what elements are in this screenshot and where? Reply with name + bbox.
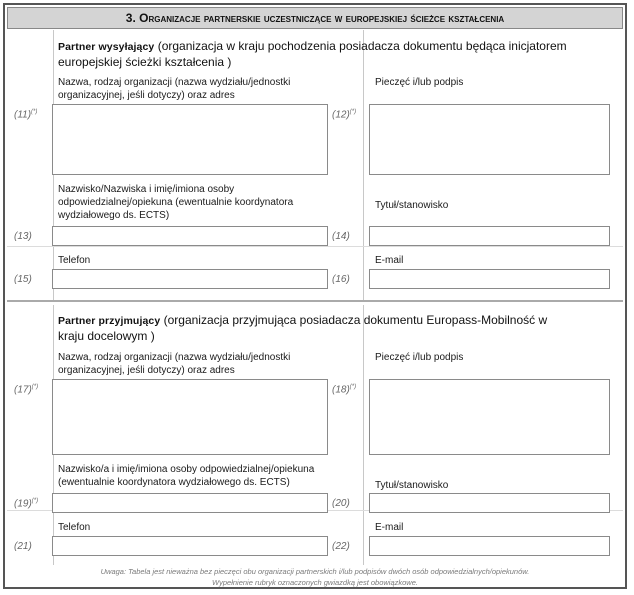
column-divider [363, 305, 364, 565]
required-marker: (*) [31, 384, 39, 390]
required-marker: (*) [31, 109, 38, 115]
host-email-field[interactable] [369, 536, 610, 556]
footnote-line-2: Wypełnienie rubryk oznaczonych gwiazdką jest obowiązkowe. [212, 578, 418, 587]
sending-name-field[interactable] [52, 226, 328, 246]
sending-email-field[interactable] [369, 269, 610, 289]
sending-name-label: Nazwisko/Nazwiska i imię/imiona osoby odpowiedzialnej/opiekuna (ewentualnie koordynatora wydziałowego ds. ECTS) [58, 184, 294, 221]
required-marker: (*) [349, 384, 357, 390]
host-position-field[interactable] [369, 493, 610, 513]
host-partner-heading-bold: Partner przyjmujący [58, 315, 161, 327]
host-partner-heading-text: (organizacja przyjmująca posiadacza dokumentu Europass-Mobilność w kraju docelowym ) [58, 313, 548, 343]
host-partner-heading [58, 313, 558, 344]
sending-email-label: E-mail [375, 255, 404, 266]
sending-stamp-field[interactable] [369, 104, 610, 175]
field-number: (20) [332, 498, 350, 509]
host-position-label: Tytuł/stanowisko [375, 480, 449, 491]
sending-partner-heading-bold: Partner wysyłający [58, 41, 155, 53]
field-number: (16) [332, 274, 350, 285]
footnote [7, 566, 623, 588]
field-number: (18)(*) [332, 384, 357, 396]
column-divider [363, 30, 364, 300]
section-number: 3. [125, 11, 136, 25]
field-number: (22) [332, 541, 350, 552]
sending-position-label: Tytuł/stanowisko [375, 200, 449, 211]
field-number: (17)(*) [14, 384, 39, 396]
field-number: (21) [14, 541, 32, 552]
host-name-field[interactable] [52, 493, 328, 513]
field-number: (19)(*) [14, 498, 39, 510]
sending-position-field[interactable] [369, 226, 610, 246]
sending-phone-label: Telefon [58, 255, 91, 266]
field-number: (12)(*) [332, 109, 357, 121]
required-marker: (*) [349, 109, 357, 115]
section-title: Organizacje partnerskie uczestniczące w europejskiej ścieżce kształcenia [139, 11, 505, 25]
field-number: (14) [332, 231, 350, 242]
sending-partner-heading [58, 39, 578, 70]
host-stamp-field[interactable] [369, 379, 610, 455]
required-marker: (*) [31, 498, 39, 504]
sending-org-label: Nazwa, rodzaj organizacji (nazwa wydziału/jednostki organizacyjnej, jeśli dotyczy) oraz adres [58, 77, 291, 101]
host-phone-field[interactable] [52, 536, 328, 556]
host-name-label: Nazwisko/a i imię/imiona osoby odpowiedzialnej/opiekuna (ewentualnie koordynatora wydziałowego ds. ECTS) [58, 464, 315, 488]
sending-org-field[interactable] [52, 104, 328, 175]
host-org-label: Nazwa, rodzaj organizacji (nazwa wydziału/jednostki organizacyjnej, jeśli dotyczy) oraz adres [58, 352, 291, 376]
sending-partner-heading-text: (organizacja w kraju pochodzenia posiadacza dokumentu będąca inicjatorem europejskiej ścieżki kształcenia ) [58, 39, 567, 69]
field-number: (15) [14, 274, 32, 285]
field-number: (11)(*) [14, 109, 38, 121]
host-stamp-label: Pieczęć i/lub podpis [375, 352, 464, 363]
section-title-bar [7, 7, 623, 29]
row-divider [7, 246, 623, 247]
host-phone-label: Telefon [58, 522, 91, 533]
footnote-line-1: Uwaga: Tabela jest nieważna bez pieczęci obu organizacji partnerskich i/lub podpisów dwóch osób odpowiedzialnych/opiekunów. [100, 567, 530, 576]
sending-phone-field[interactable] [52, 269, 328, 289]
section-separator [7, 300, 623, 302]
sending-stamp-label: Pieczęć i/lub podpis [375, 77, 464, 88]
field-number: (13) [14, 231, 32, 242]
host-email-label: E-mail [375, 522, 404, 533]
host-org-field[interactable] [52, 379, 328, 455]
